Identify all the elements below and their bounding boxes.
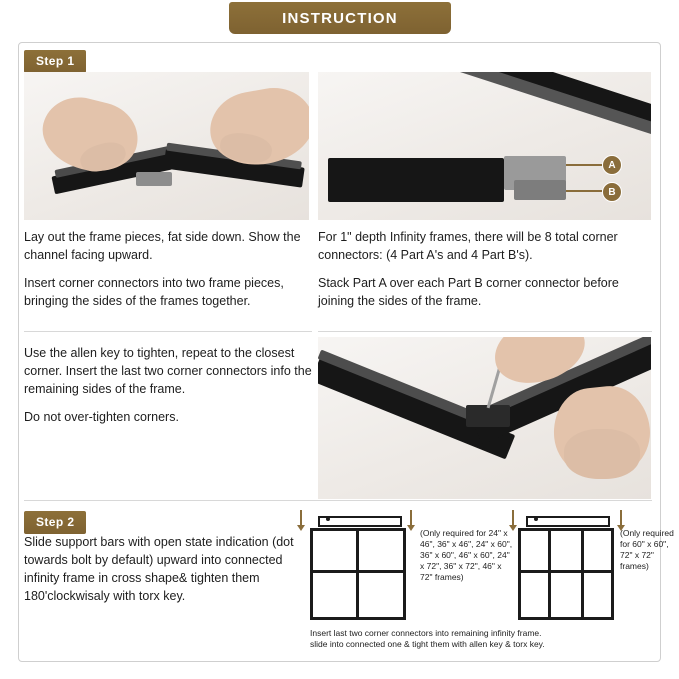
arrow-head-left bbox=[297, 525, 305, 531]
photo-corner-connectors-parts-ab bbox=[318, 72, 651, 220]
diagram-note-left: (Only required for 24" x 46", 36" x 46", 24" x 60", 36" x 60", 46" x 60", 24" x 72", 36" x 72", 46" x 72" frames) bbox=[420, 528, 513, 582]
step1-tighten-text bbox=[24, 344, 312, 426]
step-1-badge: Step 1 bbox=[24, 50, 86, 73]
badge-part-b: B bbox=[602, 182, 622, 202]
leader-line-b bbox=[566, 190, 602, 192]
arrow-head-left-2 bbox=[407, 525, 415, 531]
leader-line-a bbox=[566, 164, 602, 166]
support-bar-right-top bbox=[526, 516, 610, 527]
frame-bar-horizontal bbox=[328, 158, 504, 202]
page-title: INSTRUCTION bbox=[282, 9, 398, 27]
step2-diagram bbox=[300, 506, 674, 654]
step1-left-paragraph-1: Lay out the frame pieces, fat side down. Show the channel facing upward. bbox=[24, 230, 301, 262]
step1-right-paragraph-2: Stack Part A over each Part B corner connector before joining the sides of the frame. bbox=[318, 276, 619, 308]
divider-row-1-right bbox=[318, 331, 652, 332]
badge-part-a: A bbox=[602, 155, 622, 175]
step1-tighten-warning: Do not over-tighten corners. bbox=[24, 410, 179, 424]
photo-tighten-with-allen-key bbox=[318, 337, 651, 499]
instruction-header bbox=[229, 2, 451, 34]
photo-lay-out-frame-pieces bbox=[24, 72, 309, 220]
corner-connector-piece bbox=[136, 172, 172, 186]
step1-right-text bbox=[318, 228, 648, 310]
support-bar-dot-left bbox=[326, 517, 330, 521]
step1-tighten-paragraph-1: Use the allen key to tighten, repeat to the closest corner. Insert the last two corner connectors info the remaining sides of the frame. bbox=[24, 346, 312, 396]
hand-lower-right-fingers bbox=[564, 429, 640, 479]
step1-left-text bbox=[24, 228, 312, 310]
divider-row-1 bbox=[24, 331, 312, 332]
step-2-badge: Step 2 bbox=[24, 511, 86, 534]
support-bar-left-top bbox=[318, 516, 402, 527]
arrow-shaft-left-2 bbox=[410, 510, 412, 526]
diagram-caption-line-1: Insert last two corner connectors into remaining infinity frame. bbox=[310, 628, 542, 638]
arrow-shaft-left bbox=[300, 510, 302, 526]
diagram-note-right: (Only required for 60" x 60", 72" x 72" frames) bbox=[620, 528, 674, 571]
frame-right-crossbar-horizontal bbox=[521, 570, 611, 573]
frame-left-crossbar-vertical bbox=[356, 531, 359, 617]
frame-right-crossbar-vertical-1 bbox=[548, 531, 551, 617]
step1-left-paragraph-2: Insert corner connectors into two frame pieces, bringing the sides of the frames together. bbox=[24, 276, 284, 308]
frame-corner-joint bbox=[466, 405, 510, 427]
diagram-caption-line-2: slide into connected one & tight them with allen key & torx key. bbox=[310, 639, 545, 649]
arrow-shaft-right bbox=[512, 510, 514, 526]
step2-text bbox=[24, 533, 306, 605]
divider-row-2 bbox=[24, 500, 652, 501]
arrow-shaft-right-2 bbox=[620, 510, 622, 526]
arrow-head-right bbox=[509, 525, 517, 531]
step2-paragraph-1: Slide support bars with open state indication (dot towards bolt by default) upward into connected infinity frame in cross shape& tighten them 180'clockwisaly with torx key. bbox=[24, 535, 294, 603]
frame-diagram-right bbox=[518, 528, 614, 620]
support-bar-dot-right bbox=[534, 517, 538, 521]
frame-right-crossbar-vertical-2 bbox=[581, 531, 584, 617]
step1-right-paragraph-1: For 1" depth Infinity frames, there will be 8 total corner connectors: (4 Part A's and 4 Part B's). bbox=[318, 230, 618, 262]
corner-connector-part-b bbox=[514, 180, 566, 200]
